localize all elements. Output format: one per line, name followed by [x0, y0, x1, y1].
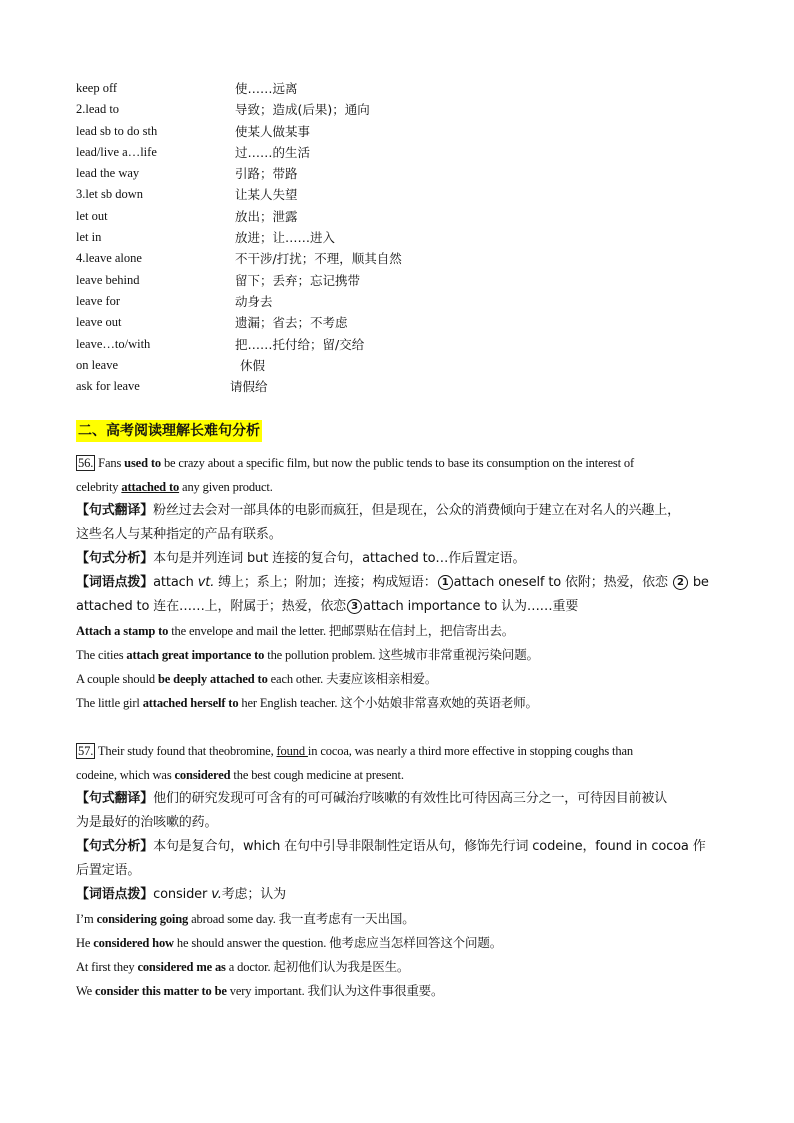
- translation-line: 【句式翻译】他们的研究发现可可含有的可可碱治疗咳嗽的有效性比可待因高三分之一，可待因目前被认: [76, 791, 668, 806]
- word-note-line: attached to 连在……上，附属于；热爱，依恋 3 attach importance to 认为……重要: [76, 599, 579, 614]
- example-line: He considered how he should answer the question. 他考虑应当怎样回答这个问题。: [76, 936, 503, 950]
- analysis-line: 【句式分析】本句是复合句，which 在句中引导非限制性定语从句，修饰先行词 codeine，found in cocoa 作: [76, 839, 706, 854]
- circled-number: 2: [673, 575, 688, 590]
- translation-line: 为是最好的治咳嗽的药。: [76, 815, 218, 830]
- word-note-line: 【词语点拨】consider v.考虑；认为: [76, 887, 286, 902]
- item-57: [76, 739, 736, 1003]
- circled-number: 3: [347, 599, 362, 614]
- example-line: Attach a stamp to the envelope and mail the letter. 把邮票贴在信封上，把信寄出去。: [76, 624, 515, 638]
- sentence-line: celebrity attached to any given product.: [76, 480, 273, 494]
- item-number: 57.: [78, 744, 94, 758]
- circled-number: 1: [438, 575, 453, 590]
- example-line: At first they considered me as a doctor. 起初他们认为我是医生。: [76, 960, 410, 974]
- analysis-line: 后置定语。: [76, 863, 141, 878]
- sentence-line: codeine, which was considered the best cough medicine at present.: [76, 768, 404, 782]
- section-title: 二、高考阅读理解长难句分析: [76, 420, 262, 442]
- example-line: I’m considering going abroad some day. 我一直考虑有一天出国。: [76, 912, 415, 926]
- item-56: [76, 451, 736, 715]
- sentence-line: 57. Their study found that theobromine, found in cocoa, was nearly a third more effective in stopping coughs than: [78, 744, 633, 758]
- word-note-line: 【词语点拨】attach vt. 缚上；系上；附加；连接；构成短语： 1 attach oneself to 依附；热爱，依恋 2 be: [76, 575, 709, 590]
- translation-line: 【句式翻译】粉丝过去会对一部具体的电影而疯狂，但是现在，公众的消费倾向于建立在对名人的兴趣上，: [76, 503, 680, 518]
- example-line: The cities attach great importance to the pollution problem. 这些城市非常重视污染问题。: [76, 648, 539, 662]
- example-line: We consider this matter to be very important. 我们认为这件事很重要。: [76, 984, 444, 998]
- document-page: keep off 使……远离 2.lead to 导致；造成(后果)；通向 lead sb to do sth 使某人做某事 lead/live a…life 过……的生活 lead the way 引路；带路 3.let sb down 让某人失望 let out 放出；泄露 let in 放进；让……进入 4.leave alone 不干涉/打扰；不理，顺其自然 leave behind 留下；丢弃；忘记携带 leave for 动身去 leave out 遗漏；省去；不考虑 leave…to/with 把……托付给；留/交给 on leave 休假 ask for leave 请假给 二、高考阅读理解长难句分析 56. Fans used to be crazy about a specific film, but now the public tends to base its consumption on the interest of celebrity attached to any given product. 【句式翻译】粉丝过去会对一部具体的电影而疯狂，但是现在，公众的消费倾向于建立在对名人的兴趣上， 这些名人与某种指定的产品有联系。 【句式分析】本句是并列连词 but 连接的复合句，attached to…作后置定语。 【词语点拨】attach vt. 缚上；系上；附加；连接；构成短语： 1 attach oneself to 依附；热爱，依恋 2 be attached to 连在……上，附属于；热爱，依恋 3 attach importance to 认为……重要 Attach a stamp to the envelope and mail the letter. 把邮票贴在信封上，把信寄出去。 The cities attach great importance to the pollution problem. 这些城市非常重视污染问题。 A couple should be deeply attached to each other. 夫妻应该相亲相爱。 The little girl attached herself to her English teacher. 这个小姑娘非常喜欢她的英语老师。 57. Their study found that theobromine, found in cocoa, was nearly a third more effective in stopping coughs than codeine, which was considered the best cough medicine at present. 【句式翻译】他们的研究发现可可含有的可可碱治疗咳嗽的有效性比可待因高三分之一，可待因目前被认 为是最好的治咳嗽的药。 【句式分析】本句是复合句，which 在句中引导非限制性定语从句，修饰先行词 codeine，found in cocoa 作 后置定语。 【词语点拨】consider v.考虑；认为 I’m considering going abroad some day. 我一直考虑有一天出国。 He considered how he should answer the question. 他考虑应当怎样回答这个问题。 At first they considered me as a doctor. 起初他们认为我是医生。 We consider this matter to be very important. 我们认为这件事很重要。: [0, 0, 794, 1123]
- sentence-line: 56. Fans used to be crazy about a specific film, but now the public tends to base its consumption on the interest of: [78, 456, 635, 470]
- translation-line: 这些名人与某种指定的产品有联系。: [76, 527, 282, 542]
- example-line: The little girl attached herself to her English teacher. 这个小姑娘非常喜欢她的英语老师。: [76, 696, 538, 710]
- analysis-line: 【句式分析】本句是并列连词 but 连接的复合句，attached to…作后置定语。: [76, 551, 526, 566]
- item-number: 56.: [78, 456, 94, 470]
- example-line: A couple should be deeply attached to each other. 夫妻应该相亲相爱。: [76, 672, 438, 686]
